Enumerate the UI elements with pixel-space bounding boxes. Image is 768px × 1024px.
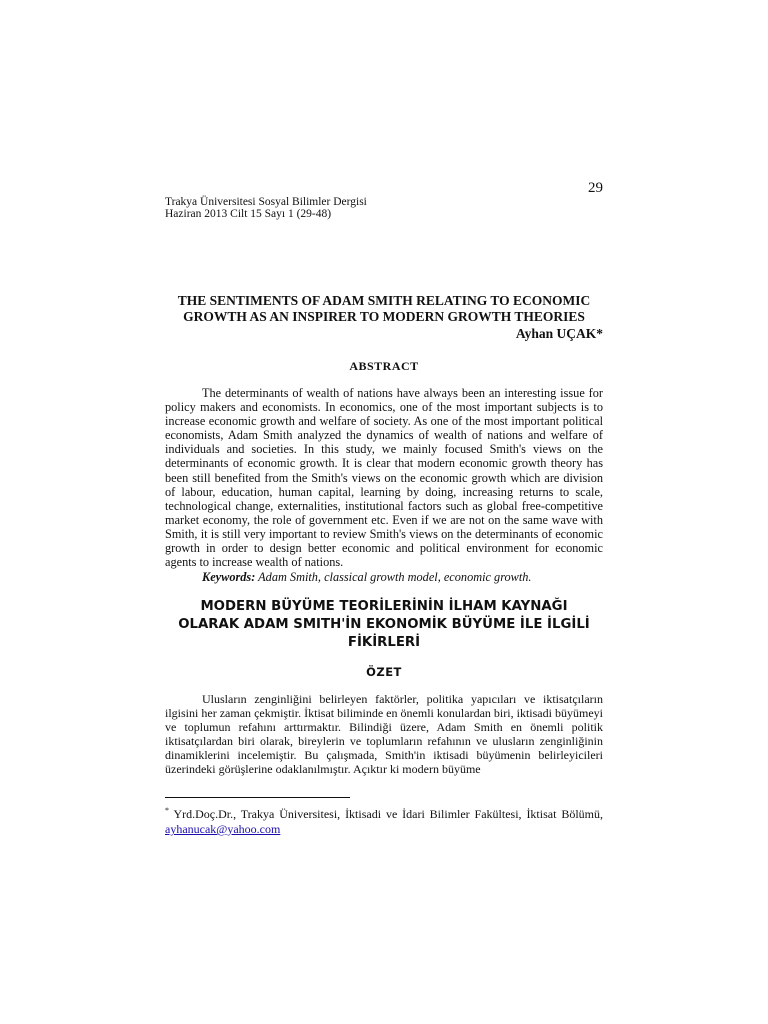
author-email-link[interactable]: ayhanucak@yahoo.com xyxy=(165,822,281,836)
keywords-label: Keywords: xyxy=(202,570,256,584)
journal-issue: Haziran 2013 Cilt 15 Sayı 1 (29-48) xyxy=(165,208,332,220)
turkish-title-line-1: MODERN BÜYÜME TEORİLERİNİN İLHAM KAYNAĞI xyxy=(200,599,568,614)
page-number: 29 xyxy=(588,180,603,196)
turkish-title xyxy=(165,598,603,652)
footnote-text: Yrd.Doç.Dr., Trakya Üniversitesi, İktisadi ve İdari Bilimler Fakültesi, İktisat Bölümü, xyxy=(173,807,603,821)
abstract-text: The determinants of wealth of nations have always been an interesting issue for policy makers and economists. In economics, one of the most important subjects is to increase economic growth and welfare of society. As one of the most important political economists, Adam Smith analyzed the dynamics of wealth of nations and welfare of individuals and societies. In this study, we mainly focused Smith's views on the determinants of economic growth. It is clear that modern economic growth theory has been still benefited from the Smith's views on the economic growth which are division of labour, education, human capital, learning by doing, increasing returns to scale, technological change, externalities, institutional factors such as global free-competitive market economy, the role of government etc. Even if we are not on the same wave with Smith, it is still very important to review Smith's views on the determinants of economic growth in order to design better economic and political environment for economic agents to increase wealth of nations. xyxy=(165,386,603,570)
ozet-heading: ÖZET xyxy=(366,665,402,679)
keywords xyxy=(165,570,603,585)
author: Ayhan UÇAK* xyxy=(515,326,603,341)
keywords-list: Adam Smith, classical growth model, economic growth. xyxy=(258,570,532,584)
footnote-divider xyxy=(165,797,350,798)
turkish-title-line-3: FİKİRLERİ xyxy=(347,635,421,650)
journal-info xyxy=(165,196,367,220)
turkish-title-line-2: OLARAK ADAM SMITH'İN EKONOMİK BÜYÜME İLE İLGİLİ xyxy=(178,617,590,632)
ozet-text: Ulusların zenginliğini belirleyen faktörler, politika yapıcıları ve iktisatçıların ilgisini her zaman çekmiştir. İktisat biliminde en önemli konulardan biri, iktisadi büyümeyi ve toplumun refahını arttırmaktır. Bilindiği üzere, Adam Smith en önemli politik iktisatçılardan biri olarak, bireylerin ve toplumların refahının ve ulusların zenginliğinin dinamiklerini incelemiştir. Bu çalışmada, Smith'in iktisadi büyümenin belirleyicileri üzerindeki görüşlerine odaklanılmıştır. Açıktır ki modern büyüme xyxy=(165,692,603,777)
journal-name: Trakya Üniversitesi Sosyal Bilimler Dergisi xyxy=(165,196,367,208)
abstract-heading: ABSTRACT xyxy=(349,359,419,373)
paper-title-line-1: THE SENTIMENTS OF ADAM SMITH RELATING TO ECONOMIC xyxy=(177,293,591,308)
paper-title-line-2: GROWTH AS AN INSPIRER TO MODERN GROWTH THEORIES xyxy=(183,309,585,324)
footnote xyxy=(165,803,603,837)
paper-title xyxy=(165,293,603,325)
footnote-marker: * xyxy=(165,806,169,815)
